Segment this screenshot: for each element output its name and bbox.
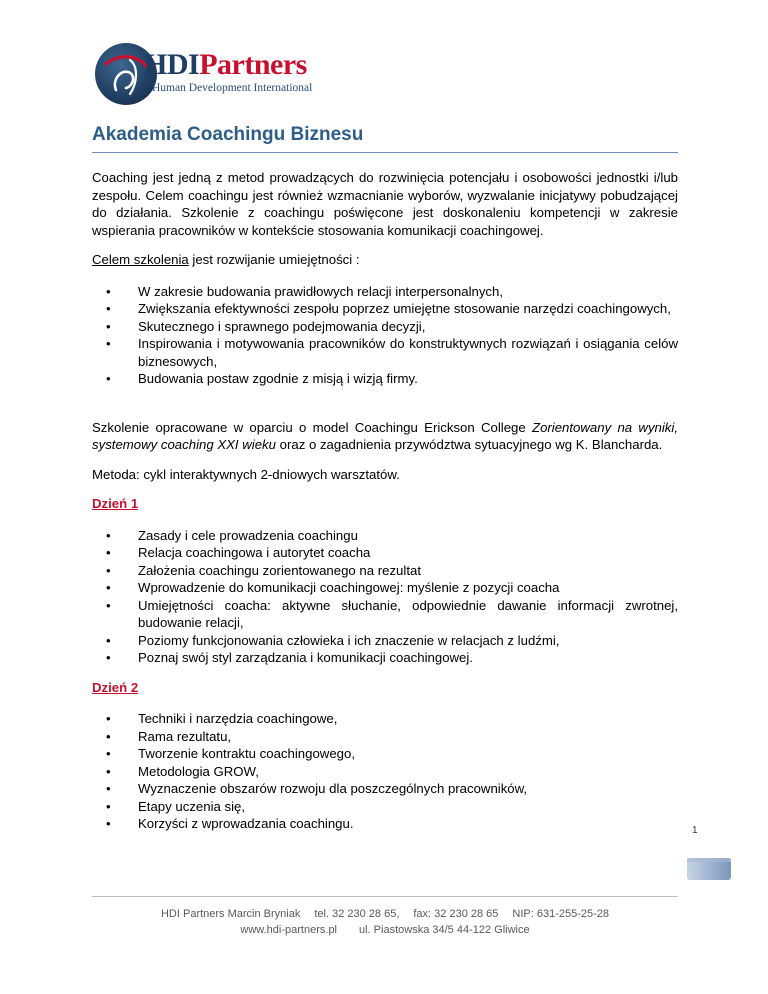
footer-line-2 — [92, 922, 678, 938]
footer-line-1 — [92, 906, 678, 922]
list-item: • Budowania postaw zgodnie z misją i wizją firmy. — [92, 370, 678, 388]
model-paragraph — [92, 419, 678, 454]
goal-rest: jest rozwijanie umiejętności : — [188, 252, 360, 267]
list-item: • Poziomy funkcjonowania człowieka i ich znaczenie w relacjach z ludźmi, — [92, 632, 678, 650]
goals-list — [92, 283, 678, 388]
footer-nip: NIP: 631-255-25-28 — [512, 908, 610, 920]
goal-label: Celem szkolenia — [92, 252, 189, 267]
page-footer — [92, 896, 678, 938]
model-text-1: Szkolenie opracowane w oparciu o model Coachingu Erickson College — [92, 419, 533, 435]
document-body — [92, 169, 678, 833]
list-item: • Założenia coachingu zorientowanego na rezultat — [92, 562, 678, 580]
model-text-italic: Zorientowany na wyniki, systemowy coaching XXI wieku — [92, 419, 678, 452]
list-item: • Korzyści z wprowadzania coachingu. — [92, 815, 678, 833]
company-logo — [92, 36, 332, 116]
list-item: • Umiejętności coacha: aktywne słuchanie, odpowiednie dawanie informacji zwrotnej, budowanie relacji, — [92, 597, 678, 632]
footer-website: www.hdi-partners.pl — [240, 924, 337, 936]
day2-heading — [92, 679, 678, 697]
method-paragraph: Metoda: cykl interaktywnych 2-dniowych warsztatów. — [92, 466, 400, 482]
footer-address: ul. Piastowska 34/5 44-122 Gliwice — [359, 924, 530, 936]
list-item: • Poznaj swój styl zarządzania i komunikacji coachingowej. — [92, 649, 678, 667]
day1-title: Dzień 1 — [92, 496, 139, 511]
footer-company: HDI Partners Marcin Bryniak — [160, 908, 301, 920]
footer-fax: fax: 32 230 28 65 — [413, 908, 499, 920]
logo-brand-hdi: HDI — [144, 48, 200, 81]
page-number: 1 — [692, 825, 698, 836]
day2-list — [92, 710, 678, 833]
document-title: Akademia Coachingu Biznesu — [92, 124, 678, 153]
logo-tagline: Human Development International — [152, 82, 313, 94]
list-item: • Techniki i narzędzia coachingowe, — [92, 710, 678, 728]
model-text-2: oraz o zagadnienia przywództwa sytuacyjnego wg K. Blancharda. — [275, 437, 663, 452]
list-item: • Rama rezultatu, — [92, 728, 678, 746]
logo-brand-partners: Partners — [199, 48, 307, 81]
intro-paragraph: Coaching jest jedną z metod prowadzących do rozwinięcia potencjału i osobowości jednostki i/lub zespołu. Celem coachingu jest również wzmacnianie wyborów, wyzwalanie inicjatywy pobudzającej do działania. Szkolenie z coachingu poświęcone jest doskonaleniu kompetencji w zakresie wspierania pracowników w kontekście stosowania komunikacji coachingowej. — [92, 170, 678, 238]
list-item: • Inspirowania i motywowania pracowników do konstruktywnych rozwiązań i osiągania celów biznesowych, — [92, 335, 678, 370]
list-item: • Wyznaczenie obszarów rozwoju dla poszczególnych pracowników, — [92, 780, 678, 798]
list-item: • Skutecznego i sprawnego podejmowania decyzji, — [92, 318, 678, 336]
footer-tel: tel. 32 230 28 65, — [314, 908, 400, 920]
day1-heading — [92, 495, 678, 513]
list-item: • Etapy uczenia się, — [92, 798, 678, 816]
list-item: • Zwiększania efektywności zespołu poprzez umiejętne stosowanie narzędzi coachingowych, — [92, 300, 678, 318]
logo-brand-name — [144, 50, 307, 80]
list-item: • Zasady i cele prowadzenia coachingu — [92, 527, 678, 545]
list-item: • W zakresie budowania prawidłowych relacji interpersonalnych, — [92, 283, 678, 301]
page-tab-decoration-icon — [687, 856, 731, 882]
goal-heading — [92, 251, 678, 269]
list-item: • Relacja coachingowa i autorytet coacha — [92, 544, 678, 562]
day1-list — [92, 527, 678, 667]
list-item: • Wprowadzenie do komunikacji coachingowej: myślenie z pozycji coacha — [92, 579, 678, 597]
list-item: • Tworzenie kontraktu coachingowego, — [92, 745, 678, 763]
day2-title: Dzień 2 — [92, 679, 139, 695]
list-item: • Metodologia GROW, — [92, 763, 678, 781]
